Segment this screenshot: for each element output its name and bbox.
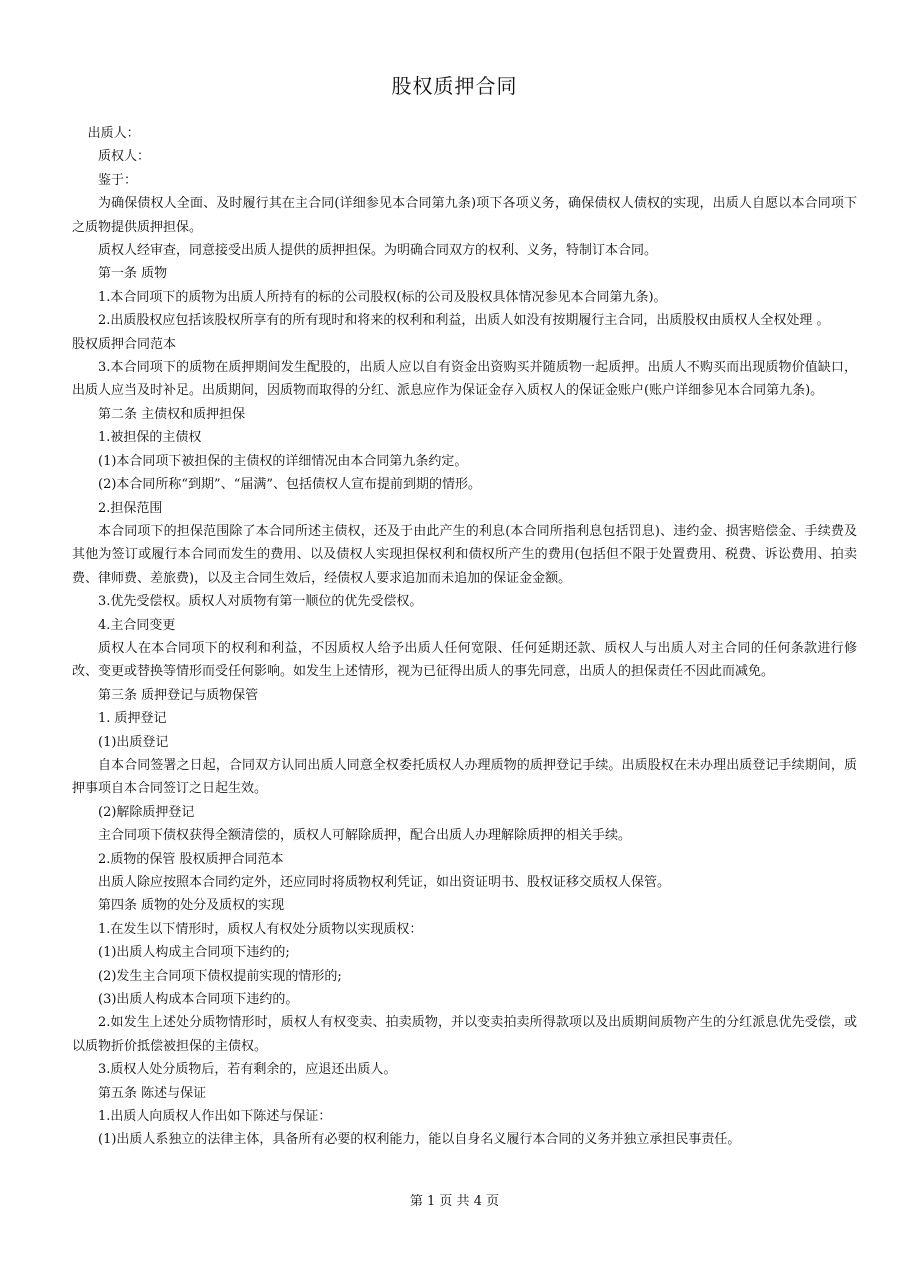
paragraph: 为确保债权人全面、及时履行其在主合同(详细参见本合同第九条)项下各项义务，确保债权人债权的实现，出质人自愿以本合同项下之质物提供质押担保。	[72, 196, 857, 235]
watermark-text: 股权质押合同范本	[72, 336, 177, 352]
paragraph: 1. 质押登记	[98, 711, 167, 727]
article-heading: 第四条 质物的处分及质权的实现	[98, 898, 285, 914]
paragraph: (1)出质人系独立的法律主体，具备所有必要的权利能力，能以自身名义履行本合同的义务并独立承担民事责任。	[98, 1132, 741, 1148]
paragraph: 4.主合同变更	[98, 617, 176, 633]
paragraph: (2)本合同所称“到期”、“届满”、包括债权人宣布提前到期的情形。	[98, 477, 481, 493]
paragraph: 1.在发生以下情形时，质权人有权处分质物以实现质权：	[98, 921, 423, 937]
paragraph-pledgee: 质权人：	[98, 149, 151, 165]
paragraph: 3.质权人处分质物后，若有剩余的，应退还出质人。	[98, 1062, 397, 1078]
paragraph: 3.优先受偿权。质权人对质物有第一顺位的优先受偿权。	[98, 594, 423, 610]
paragraph: (2)解除质押登记	[98, 804, 195, 820]
paragraph: (2)发生主合同项下债权提前实现的情形的;	[98, 968, 342, 984]
article-heading: 第二条 主债权和质押担保	[98, 406, 246, 422]
paragraph: (1)出质登记	[98, 734, 169, 750]
paragraph: (3)出质人构成本合同项下违约的。	[98, 992, 299, 1008]
paragraph: 2.如发生上述处分质物情形时，质权人有权变卖、拍卖质物，并以变卖拍卖所得款项以及出质期间质物产生的分红派息优先受偿，或以质物折价抵偿被担保的主债权。	[72, 1015, 857, 1054]
paragraph-whereas: 鉴于：	[98, 172, 138, 188]
paragraph: 主合同项下债权获得全额清偿的，质权人可解除质押，配合出质人办理解除质押的相关手续。	[98, 828, 632, 844]
paragraph: 1.本合同项下的质物为出质人所持有的标的公司股权(标的公司及股权具体情况参见本合同第九条)。	[98, 289, 667, 305]
paragraph: 1.出质人向质权人作出如下陈述与保证：	[98, 1109, 332, 1125]
paragraph: 本合同项下的担保范围除了本合同所述主债权，还及于由此产生的利息(本合同所指利息包括罚息)、违约金、损害赔偿金、手续费及其他为签订或履行本合同而发生的费用、以及债权人实现担保权利和债权所产生的费用(包括但不限于处置费用、税费、诉讼费用、拍卖费、律师费、差旅费)，以及主合同生效后，经债权人要求追加而未追加的保证金金额。	[72, 523, 857, 586]
document-title: 股权质押合同	[391, 74, 518, 98]
paragraph-pledgor: 出质人：	[87, 126, 140, 141]
paragraph: 质权人在本合同项下的权利和利益，不因质权人给予出质人任何宽限、任何延期还款、质权人与出质人对主合同的任何条款进行修改、变更或替换等情形而受任何影响。如发生上述情形，视为已征得出质人的事先同意，出质人的担保责任不因此而减免。	[72, 640, 857, 680]
document-body	[72, 122, 857, 1152]
paragraph: 1.被担保的主债权	[98, 430, 202, 446]
paragraph: 质权人经审查，同意接受出质人提供的质押担保。为明确合同双方的权利、义务，特制订本合同。	[98, 243, 658, 259]
paragraph: 2.担保范围	[98, 500, 163, 516]
page-footer: 第 1 页 共 4 页	[409, 1194, 500, 1209]
paragraph: 出质人除应按照本合同约定外，还应同时将质物权利凭证，如出资证明书、股权证移交质权人保管。	[98, 875, 671, 890]
article-heading: 第三条 质押登记与质物保管	[98, 687, 259, 703]
paragraph: 3.本合同项下的质物在质押期间发生配股的，出质人应以自有资金出资购买并随质物一起质押。出质人不购买而出现质物价值缺口，出质人应当及时补足。出质期间，因质物而取得的分红、派息应作为保证金存入质权人的保证金账户(账户详细参见本合同第九条)。	[72, 360, 857, 399]
paragraph: 2.出质股权应包括该股权所享有的所有现时和将来的权利和利益，出质人如没有按期履行主合同，出质股权由质权人全权处理 。	[98, 313, 830, 329]
paragraph: (1)出质人构成主合同项下违约的;	[98, 945, 290, 961]
article-heading: 第五条 陈述与保证	[98, 1085, 207, 1101]
paragraph: 自本合同签署之日起，合同双方认同出质人同意全权委托质权人办理质物的质押登记手续。出质股权在未办理出质登记手续期间，质押事项自本合同签订之日起生效。	[72, 757, 857, 797]
paragraph: (1)本合同项下被担保的主债权的详细情况由本合同第九条约定。	[98, 453, 468, 469]
article-heading: 第一条 质物	[98, 266, 168, 282]
paragraph: 2.质物的保管 股权质押合同范本	[98, 851, 284, 867]
